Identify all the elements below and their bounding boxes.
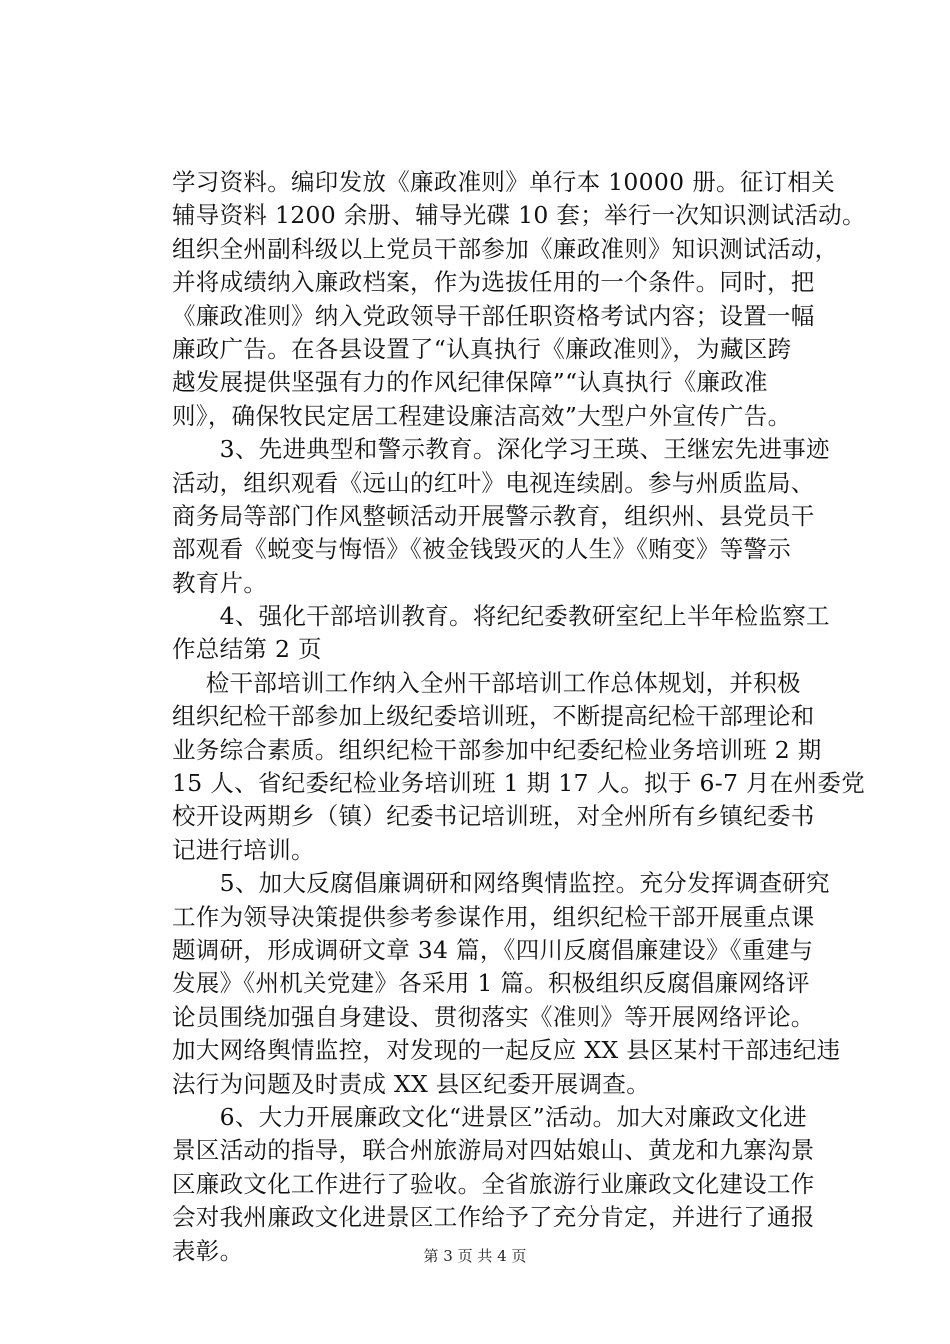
body-line: 业务综合素质。组织纪检干部参加中纪委纪检业务培训班 2 期: [172, 735, 822, 764]
body-line: 学习资料。编印发放《廉政准则》单行本 10000 册。征订相关: [172, 168, 835, 196]
body-line: 加大网络舆情监控，对发现的一起反应 XX 县区某村干部违纪违: [172, 1036, 841, 1065]
body-line: 辅导资料 1200 余册、辅导光碟 10 套；举行一次知识测试活动。: [172, 201, 866, 230]
body-line: 校开设两期乡（镇）纪委书记培训班，对全州所有乡镇纪委书: [172, 802, 815, 831]
body-line: 区廉政文化工作进行了验收。全省旅游行业廉政文化建设工作: [172, 1169, 815, 1198]
body-line: 发展》《州机关党建》各采用 1 篇。积极组织反腐倡廉网络评: [172, 969, 810, 998]
body-line: 景区活动的指导，联合州旅游局对四姑娘山、黄龙和九寨沟景: [172, 1136, 815, 1165]
body-line: 部观看《蜕变与悔悟》《被金钱毁灭的人生》《贿变》等警示: [172, 535, 792, 564]
body-line: 记进行培训。: [172, 835, 315, 864]
body-line: 作总结第 2 页: [172, 635, 322, 664]
body-line: 会对我州廉政文化进景区工作给予了充分肯定，并进行了通报: [172, 1203, 815, 1232]
body-line: 组织全州副科级以上党员干部参加《廉政准则》知识测试活动，: [172, 234, 839, 263]
body-line: 法行为问题及时责成 XX 县区纪委开展调查。: [172, 1069, 650, 1098]
body-line: 15 人、省纪委纪检业务培训班 1 期 17 人。拟于 6-7 月在州委党: [172, 769, 865, 798]
body-line: 检干部培训工作纳入全州干部培训工作总体规划，并积极: [182, 668, 801, 697]
page-footer: 第 3 页 共 4 页: [423, 1247, 527, 1265]
body-line: 论员围绕加强自身建设、贯彻落实《准则》等开展网络评论。: [172, 1002, 815, 1031]
body-line: 表彰。: [172, 1236, 244, 1265]
section-4-heading-line: 4、强化干部培训教育。将纪纪委教研室纪上半年检监察工: [172, 602, 830, 631]
body-line: 组织纪检干部参加上级纪委培训班，不断提高纪检干部理论和: [172, 702, 815, 731]
body-line: 廉政广告。在各县设置了“认真执行《廉政准则》，为藏区跨: [172, 334, 792, 363]
document-body: [172, 166, 866, 1268]
body-line: 并将成绩纳入廉政档案，作为选拔任用的一个条件。同时，把: [172, 268, 815, 297]
body-line: 则》，确保牧民定居工程建设廉洁高效”大型户外宣传广告。: [172, 401, 792, 430]
body-line: 活动，组织观看《远山的红叶》电视连续剧。参与州质监局、: [172, 468, 815, 497]
body-line: 题调研，形成调研文章 34 篇，《四川反腐倡廉建设》《重建与: [172, 935, 814, 964]
section-6-heading-line: 6、大力开展廉政文化“进景区”活动。加大对廉政文化进: [172, 1102, 807, 1131]
section-3-heading-line: 3、先进典型和警示教育。深化学习王瑛、王继宏先进事迹: [172, 435, 830, 464]
section-5-heading-line: 5、加大反腐倡廉调研和网络舆情监控。充分发挥调查研究: [172, 869, 830, 898]
body-line: 商务局等部门作风整顿活动开展警示教育，组织州、县党员干: [172, 501, 815, 530]
body-line: 《廉政准则》纳入党政领导干部任职资格考试内容；设置一幅: [172, 301, 815, 330]
body-line: 工作为领导决策提供参考参谋作用，组织纪检干部开展重点课: [172, 902, 815, 931]
body-line: 教育片。: [172, 568, 268, 597]
body-line: 越发展提供坚强有力的作风纪律保障”“认真执行《廉政准: [172, 368, 768, 397]
